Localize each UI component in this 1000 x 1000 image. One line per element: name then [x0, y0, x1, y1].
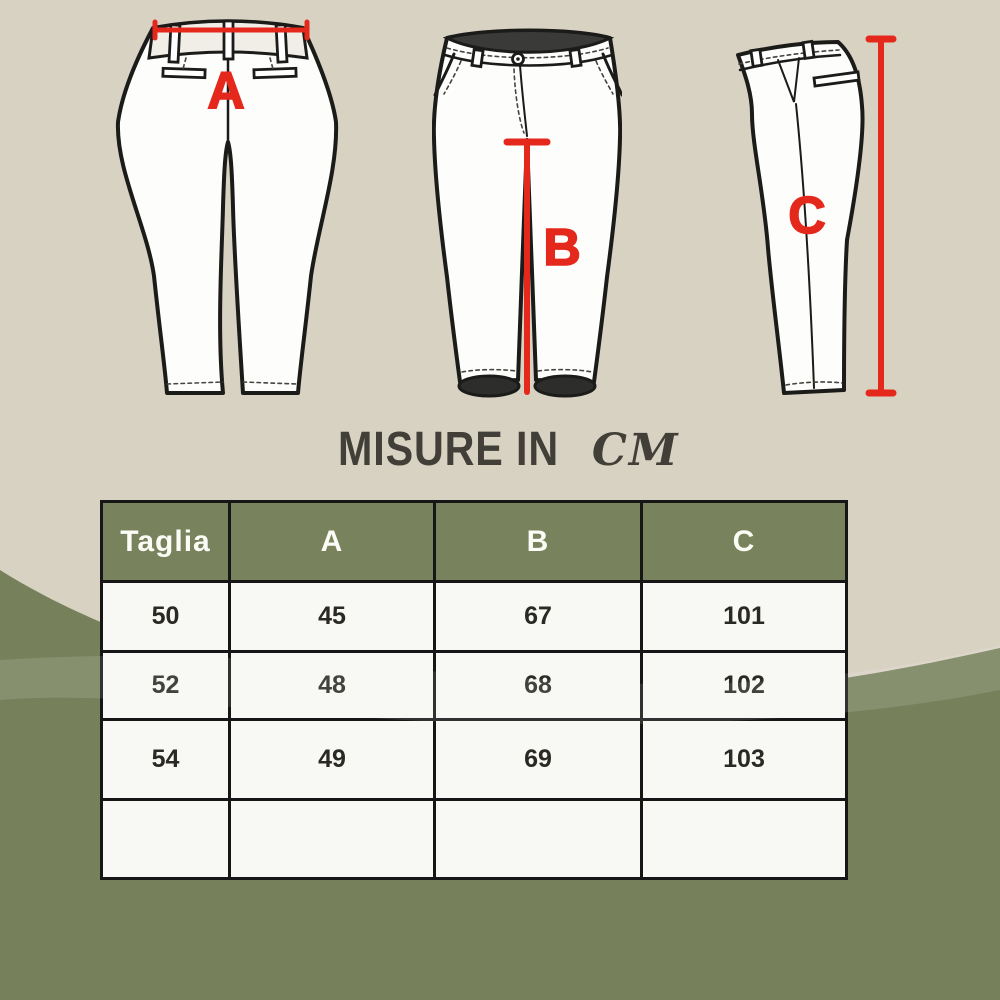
table-header-row — [102, 502, 847, 582]
table-cell — [102, 800, 230, 879]
table-cell: 45 — [230, 582, 435, 652]
table-cell: 103 — [642, 720, 847, 800]
header-cell-b: B — [435, 502, 642, 582]
table-cell: 102 — [642, 652, 847, 720]
title-text: MISURE IN — [338, 423, 560, 476]
pants-back-view-drawing — [112, 12, 342, 404]
table-cell: 48 — [230, 652, 435, 720]
table-row — [102, 582, 847, 652]
table-cell — [230, 800, 435, 879]
size-table-header — [102, 502, 847, 582]
page-title — [0, 422, 1000, 477]
table-cell: 101 — [642, 582, 847, 652]
table-cell: 68 — [435, 652, 642, 720]
table-cell: 52 — [102, 652, 230, 720]
table-cell: 50 — [102, 582, 230, 652]
table-row — [102, 800, 847, 879]
table-row — [102, 720, 847, 800]
table-cell — [435, 800, 642, 879]
table-row — [102, 652, 847, 720]
label-b: B — [543, 219, 581, 277]
header-cell-taglia: Taglia — [102, 502, 230, 582]
table-cell — [642, 800, 847, 879]
size-table — [100, 500, 848, 880]
pants-side-view-drawing — [718, 22, 898, 400]
pants-front-view-drawing — [432, 22, 622, 404]
table-cell: 54 — [102, 720, 230, 800]
label-a: A — [207, 62, 245, 120]
header-cell-a: A — [230, 502, 435, 582]
measure-line-c-icon — [869, 39, 893, 393]
header-cell-c: C — [642, 502, 847, 582]
table-cell: 49 — [230, 720, 435, 800]
title-unit: CM — [591, 425, 680, 476]
label-c: C — [788, 187, 826, 245]
table-cell: 67 — [435, 582, 642, 652]
table-cell: 69 — [435, 720, 642, 800]
